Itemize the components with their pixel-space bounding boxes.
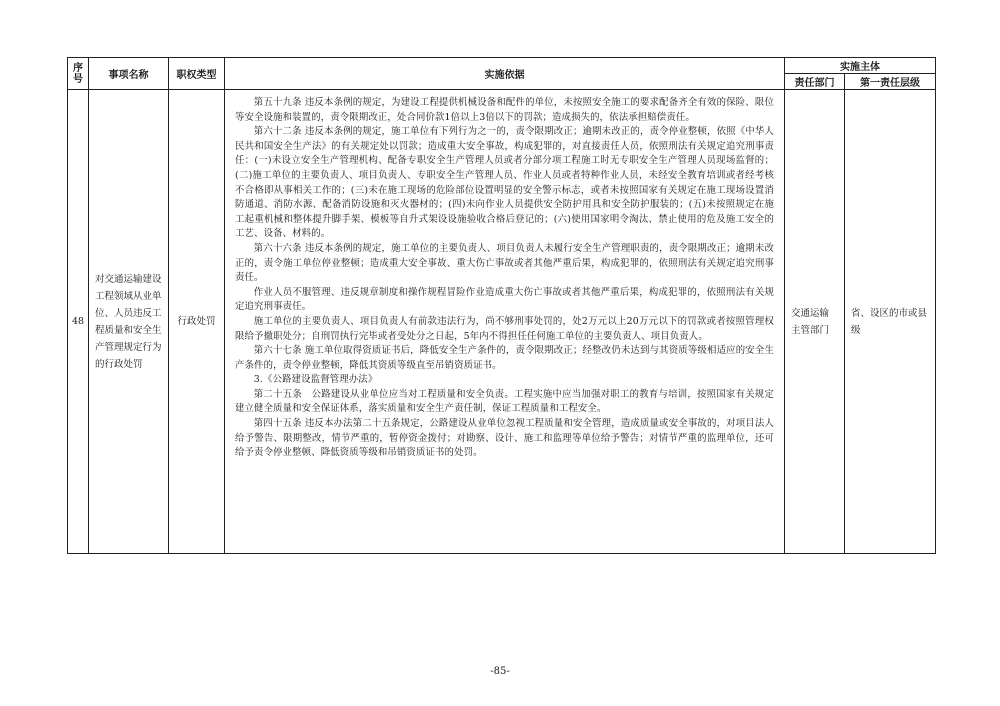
matters-table: [67, 57, 936, 554]
basis-paragraph: 第六十二条 违反本条例的规定，施工单位有下列行为之一的，责令限期改正；逾期未改正的，责令停业整顿，依照《中华人民共和国安全生产法》的有关规定处以罚款；造成重大安全事故，构成犯罪的，对直接责任人员，依照刑法有关规定追究刑事责任：(一)未设立安全生产管理机构、配备专职安全生产管理人员或者分部分项工程施工时无专职安全生产管理人员现场监督的；(二)施工单位的主要负责人、项目负责人、专职安全生产管理人员、作业人员或者特种作业人员，未经安全教育培训或者经考核不合格即从事相关工作的；(三)未在施工现场的危险部位设置明显的安全警示标志，或者未按照国家有关规定在施工现场设置消防通道、消防水源、配备消防设施和灭火器材的；(四)未向作业人员提供安全防护用具和安全防护服装的；(五)未按照规定在施工起重机械和整体提升脚手架、模板等自升式架设设施验收合格后登记的；(六)使用国家明令淘汰、禁止使用的危及施工安全的工艺、设备、材料的。: [235, 126, 774, 240]
header-level: 第一责任层级: [845, 74, 936, 90]
row-first-level: 省、设区的市或县级: [845, 90, 936, 554]
row-seq: 48: [68, 90, 89, 554]
header-subject: 实施主体: [785, 58, 936, 74]
header-dept: 责任部门: [785, 74, 845, 90]
header-name: 事项名称: [89, 58, 169, 90]
basis-paragraph: 3.《公路建设监督管理办法》: [253, 374, 378, 386]
row-matter-name: 对交通运输建设工程领域从业单位、人员违反工程质量和安全生产管理规定行为的行政处罚: [89, 90, 169, 554]
basis-paragraph: 第五十九条 违反本条例的规定，为建设工程提供机械设备和配件的单位，未按照安全施工的要求配备齐全有效的保险、限位等安全设施和装置的，责令限期改正，处合同价款1倍以上3倍以下的罚款；造成损失的，依法承担赔偿责任。: [235, 97, 774, 123]
row-power-type: 行政处罚: [169, 90, 225, 554]
basis-paragraph: 第四十五条 违反本办法第二十五条规定，公路建设从业单位忽视工程质量和安全管理，造成质量或安全事故的，对项目法人给予警告、限期整改，情节严重的，暂停资金拨付；对勘察、设计、施工和监理等单位给予警告；对情节严重的监理单位，还可给予责令停业整顿、降低资质等级和吊销资质证书的处罚。: [235, 418, 774, 459]
basis-paragraph: 施工单位的主要负责人、项目负责人有前款违法行为，尚不够刑事处罚的，处2万元以上20万元以下的罚款或者按照管理权限给予撤职处分；自刑罚执行完毕或者受处分之日起，5年内不得担任任何施工单位的主要负责人、项目负责人。: [235, 315, 774, 342]
basis-paragraph: 第六十六条 违反本条例的规定，施工单位的主要负责人、项目负责人未履行安全生产管理职责的，责令限期改正；逾期未改正的，责令施工单位停业整顿；造成重大安全事故、重大伤亡事故或者其他严重后果，构成犯罪的，依照刑法有关规定追究刑事责任。: [235, 242, 774, 284]
basis-paragraph: 作业人员不服管理、违反规章制度和操作规程冒险作业造成重大伤亡事故或者其他严重后果，构成犯罪的，依照刑法有关规定追究刑事责任。: [235, 286, 774, 313]
page-number: -85-: [490, 666, 510, 677]
basis-paragraph: 第六十七条 施工单位取得资质证书后，降低安全生产条件的，责令限期改正；经整改仍未达到与其资质等级相适应的安全生产条件的，责令停业整顿，降低其资质等级直至吊销资质证书。: [235, 345, 774, 371]
header-type: 职权类型: [169, 58, 225, 90]
header-basis: 实施依据: [225, 58, 785, 90]
basis-paragraph: 第二十五条 公路建设从业单位应当对工程质量和安全负责。工程实施中应当加强对职工的教育与培训，按照国家有关规定建立健全质量和安全保证体系，落实质量和安全生产责任制，保证工程质量和工程安全。: [235, 388, 774, 415]
row-responsible-dept: 交通运输主管部门: [785, 90, 845, 554]
row-basis: [225, 90, 785, 554]
header-seq: 序号: [68, 58, 89, 90]
